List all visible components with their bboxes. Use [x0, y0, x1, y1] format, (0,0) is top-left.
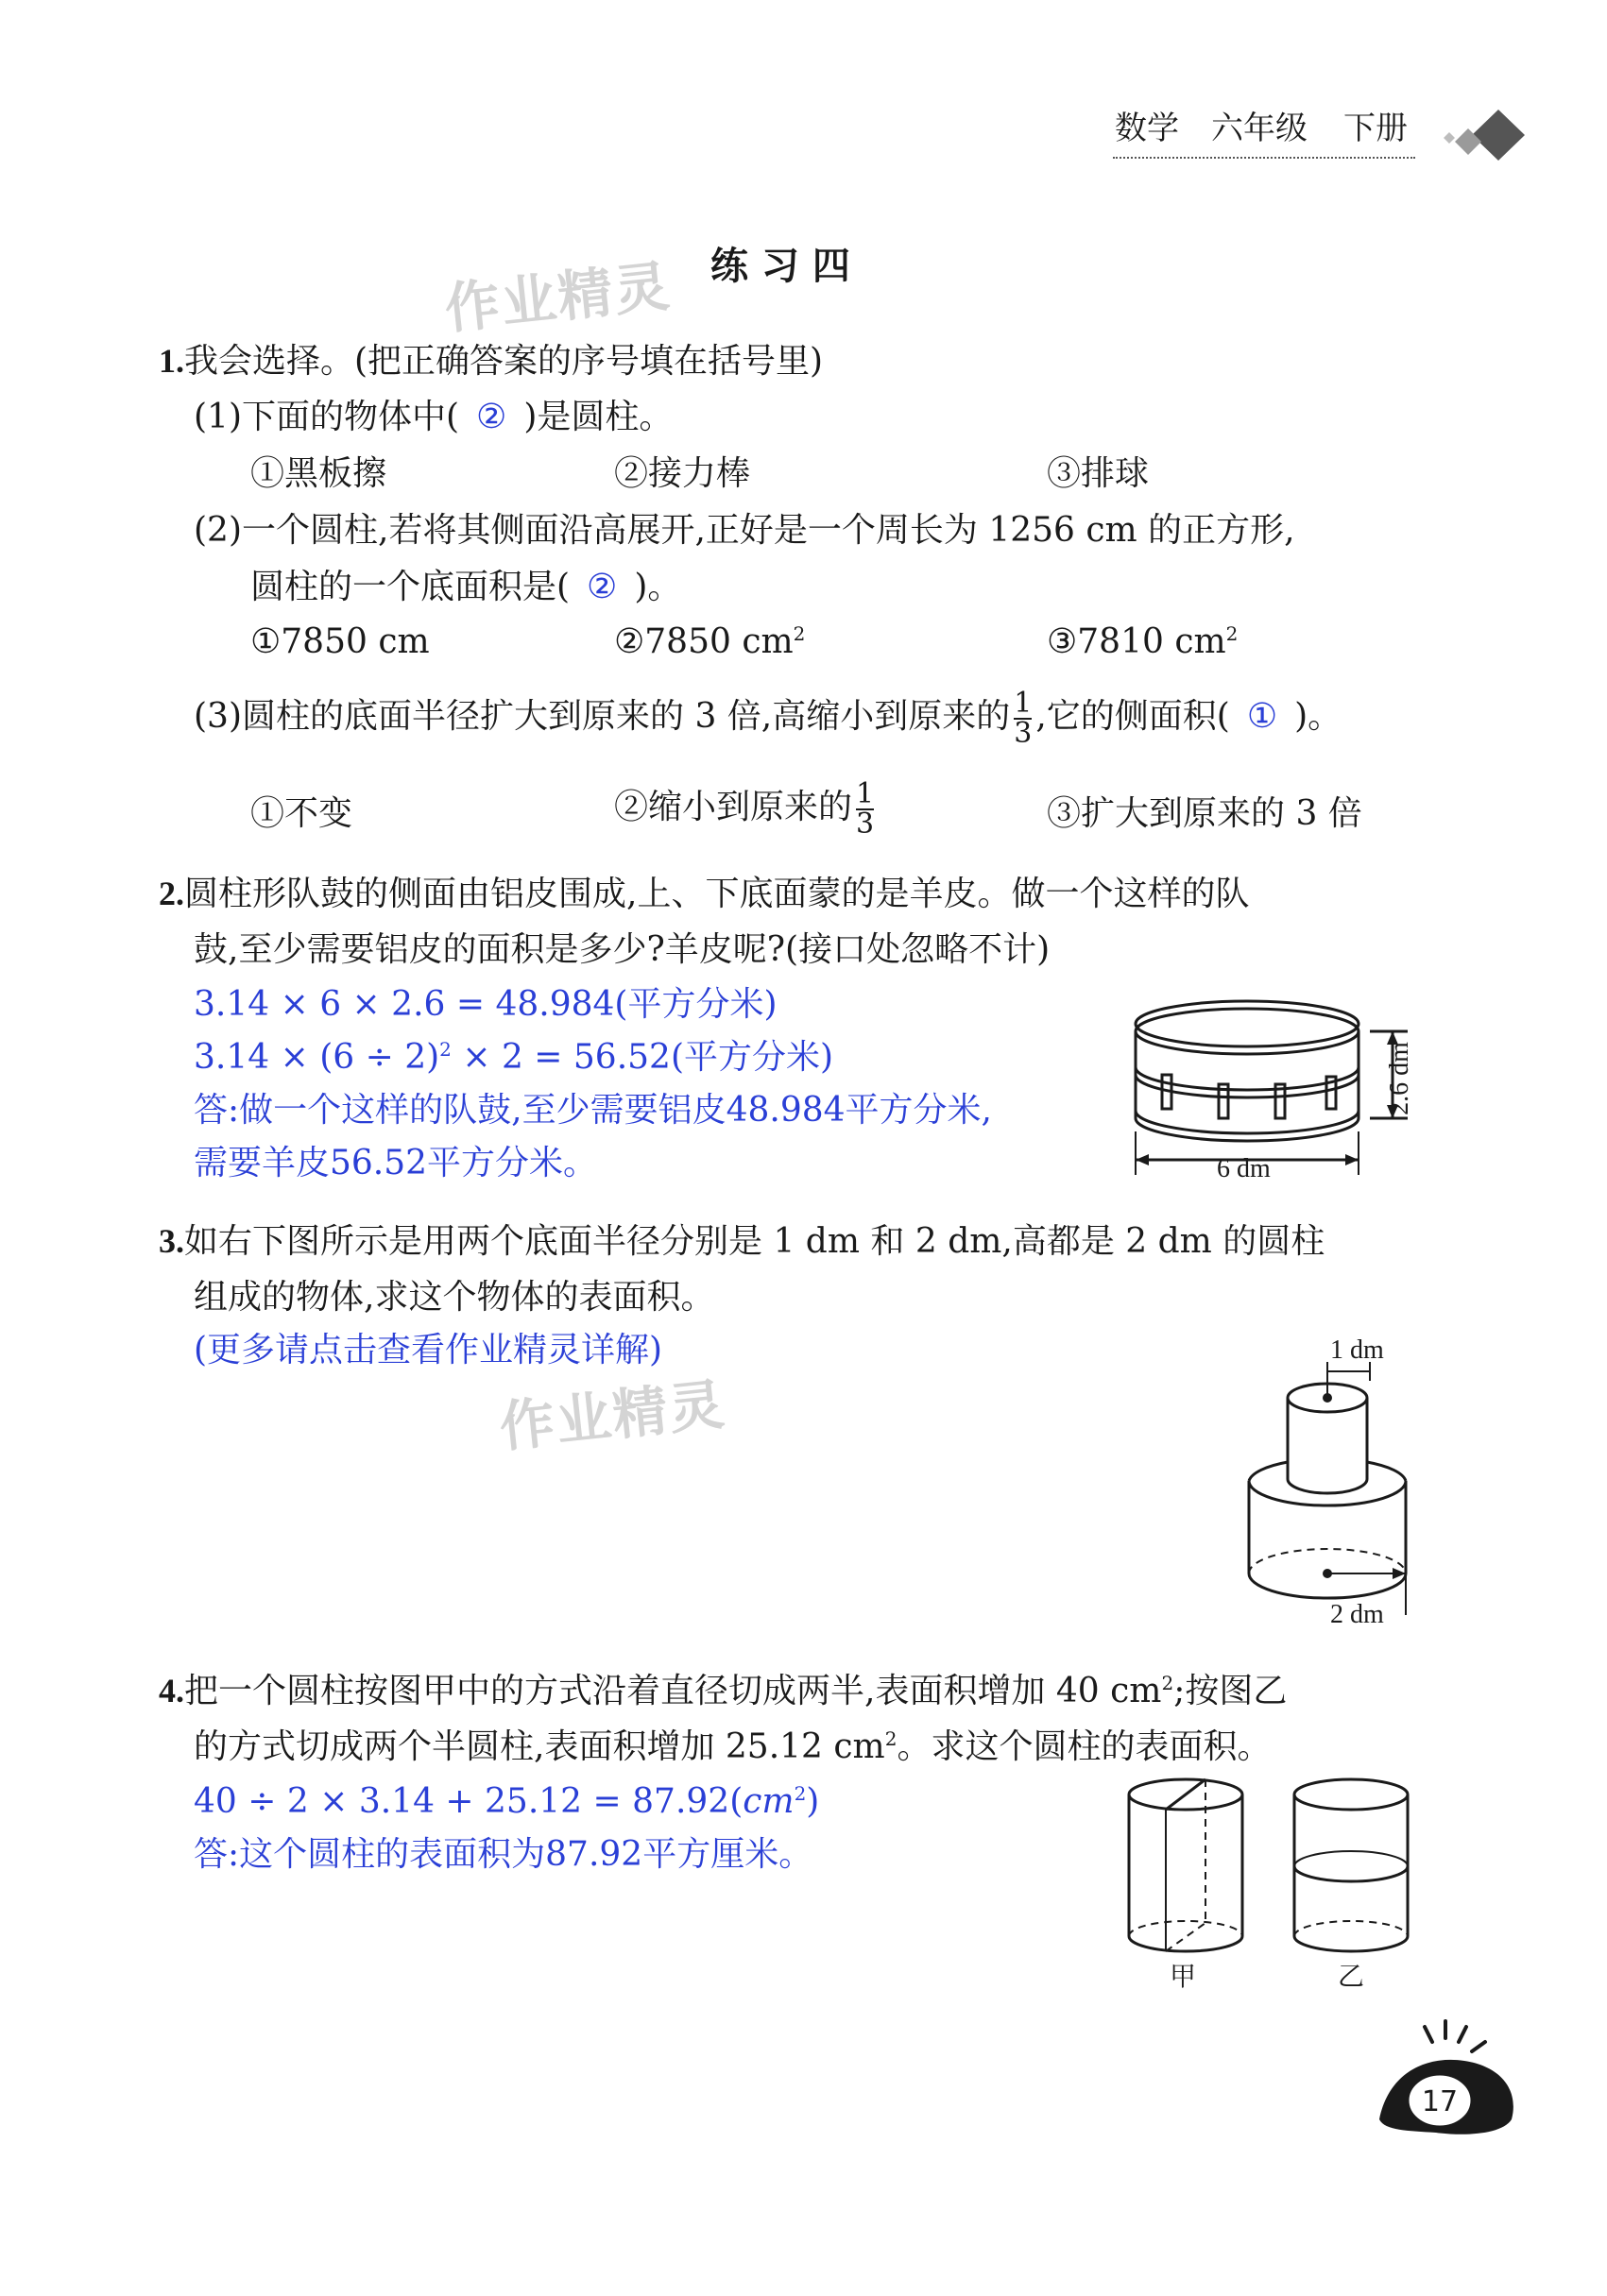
label-yi: 乙 [1338, 1961, 1365, 1991]
q2-answer-2: $3.14 \times (6 \div 2)^2 \times 2 = 56.52$(平方分米) [194, 1038, 834, 1077]
q4-number: 4. [159, 1672, 184, 1709]
page-number: 17 [1421, 2085, 1459, 2118]
q3-line1: 3.如右下图所示是用两个底面半径分别是 1 dm 和 2 dm,高都是 2 dm 的圆柱 [159, 1222, 1325, 1261]
q2-line1: 2.圆柱形队鼓的侧面由铝皮围成,上、下底面蒙的是羊皮。做一个这样的队 [159, 875, 1250, 913]
q4-answer-1: $40 \div 2 \times 3.14 + 25.12 = 87.92(cm^2)$ [194, 1782, 820, 1821]
watermark: 作业精灵 [496, 1371, 729, 1460]
q4-answer-2: 答:这个圆柱的表面积为87.92平方厘米。 [194, 1835, 813, 1874]
q1-p2-option-1: ①7850 cm [250, 622, 430, 661]
superscript: 2 [1225, 622, 1239, 645]
q3-line2: 组成的物体,求这个物体的表面积。 [194, 1278, 715, 1317]
superscript: 2 [794, 1782, 807, 1805]
q1-p3-text: )。 [1294, 697, 1342, 736]
q1-p1-option-3: ③排球 [1047, 454, 1150, 493]
q2-answer-3: 答:做一个这样的队鼓,至少需要铝皮48.984平方分米, [194, 1091, 992, 1130]
q1-p2-answer: ② [587, 568, 618, 606]
q1-p1-option-2: ②接力棒 [614, 454, 751, 493]
q1-p2-option-2: ②7850 $cm^2$ [614, 622, 806, 661]
q1-p3-text: (3)圆柱的底面半径扩大到原来的 3 倍,高缩小到原来的 [194, 697, 1011, 736]
superscript: 2 [439, 1038, 452, 1061]
superscript: 2 [884, 1727, 898, 1750]
page-number-badge [1360, 2015, 1530, 2138]
q4-line2: 的方式切成两个半圆柱,表面积增加 25.12 $cm^2$。求这个圆柱的表面积。 [194, 1727, 1272, 1766]
drum-height-label: 2.6 dm [1385, 1042, 1414, 1115]
q1-part2-line2 [250, 565, 681, 610]
stacked-cylinders-figure [1228, 1332, 1455, 1634]
q1-part1 [194, 395, 673, 440]
fraction: $\frac{1}{3}$ [856, 777, 875, 841]
q1-p1-answer: ② [476, 398, 507, 436]
q1-number: 1. [159, 342, 184, 380]
q1-stem-text: 我会选择。(把正确答案的序号填在括号里) [184, 342, 824, 381]
q1-p2-text: )。 [634, 568, 682, 606]
large-radius-label: 2 dm [1330, 1600, 1384, 1629]
q2-answer-1: 3.14 × 6 × 2.6 = 48.984(平方分米) [194, 985, 778, 1024]
q1-p3-option-2: ②缩小到原来的 $\frac{1}{3}$ [614, 777, 875, 841]
q1-p3-answer: ① [1246, 697, 1278, 736]
watermark: 作业精灵 [441, 253, 675, 342]
q1-p1-option-1: ①黑板擦 [250, 454, 387, 493]
section-title: 练 习 四 [710, 245, 850, 288]
superscript: 2 [793, 622, 806, 645]
header-grade: 六年级 [1211, 110, 1308, 147]
unit: cm [743, 1782, 795, 1821]
q1-p1-text: )是圆柱。 [523, 398, 674, 436]
q1-p3-text: ,它的侧面积( [1035, 697, 1230, 736]
q1-p2-text: 圆柱的一个底面积是( [250, 568, 571, 606]
drum-figure [1124, 990, 1427, 1188]
q2-number: 2. [159, 875, 184, 912]
header-diamond-icon [1427, 102, 1540, 168]
q2-answer-4: 需要羊皮56.52平方分米。 [194, 1144, 598, 1182]
header-rule [1113, 157, 1415, 159]
cut-cylinders-figure [1124, 1772, 1445, 1991]
fraction: $\frac{1}{3}$ [1014, 687, 1033, 750]
q3-number: 3. [159, 1222, 184, 1260]
q2-line2: 鼓,至少需要铝皮的面积是多少?羊皮呢?(接口处忽略不计) [194, 930, 1051, 969]
q1-p1-text: (1)下面的物体中( [194, 398, 460, 436]
header-subject: 数学 [1115, 110, 1179, 147]
q1-part3 [194, 689, 1342, 748]
q1-p3-option-3: ③扩大到原来的 3 倍 [1047, 794, 1362, 833]
superscript: 2 [1161, 1672, 1174, 1694]
q1-p2-option-3: ③7810 $cm^2$ [1047, 622, 1239, 661]
small-radius-label: 1 dm [1330, 1335, 1384, 1365]
q1-stem [159, 338, 823, 384]
q3-more-link[interactable]: (更多请点击查看作业精灵详解) [194, 1331, 663, 1369]
header-volume: 下册 [1343, 110, 1408, 147]
q1-p3-option-1: ①不变 [250, 794, 353, 833]
q1-part2-line1: (2)一个圆柱,若将其侧面沿高展开,正好是一个周长为 1256 cm 的正方形, [194, 511, 1295, 550]
drum-width-label: 6 dm [1217, 1154, 1271, 1183]
q4-line1: 4.把一个圆柱按图甲中的方式沿着直径切成两半,表面积增加 40 $cm^2$;按图乙 [159, 1672, 1288, 1710]
label-jia: 甲 [1170, 1961, 1197, 1991]
